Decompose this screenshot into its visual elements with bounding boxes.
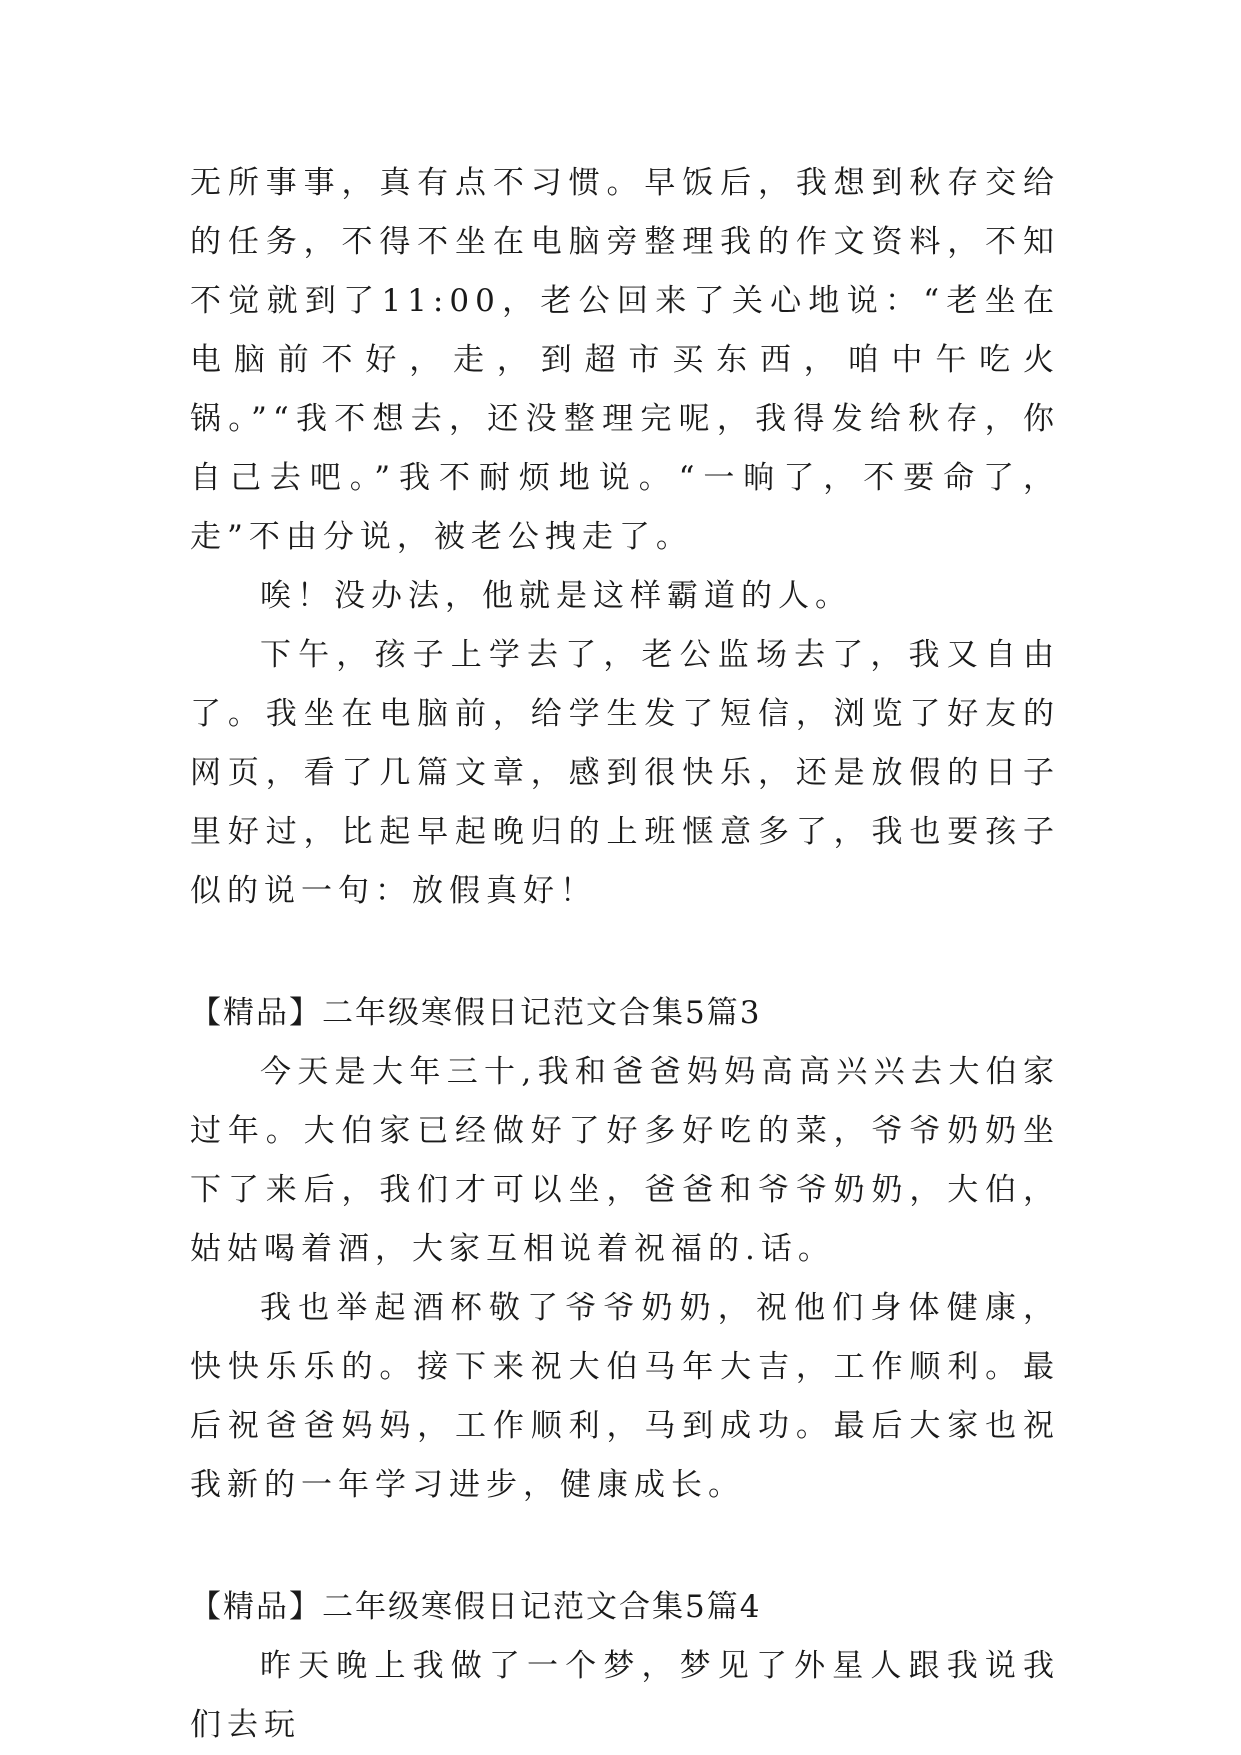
section-3-paragraph-1: 今天是大年三十,我和爸爸妈妈高高兴兴去大伯家过年。大伯家已经做好了好多好吃的菜，爷爷奶奶坐下了来后，我们才可以坐，爸爸和爷爷奶奶，大伯，姑姑喝着酒，大家互相说着祝福的.话。: [190, 1054, 1060, 1267]
section-3-paragraph-2: 我也举起酒杯敬了爷爷奶奶，祝他们身体健康，快快乐乐的。接下来祝大伯马年大吉，工作顺利。最后祝爸爸妈妈，工作顺利，马到成功。最后大家也祝我新的一年学习进步，健康成长。: [190, 1290, 1060, 1503]
paragraph-afternoon: 下午，孩子上学去了，老公监场去了，我又自由了。我坐在电脑前，给学生发了短信，浏览了好友的网页，看了几篇文章，感到很快乐，还是放假的日子里好过，比起早起晚归的上班惬意多了，我也要孩子似的说一句：放假真好！: [190, 637, 1060, 909]
section-heading-3: 【精品】二年级寒假日记范文合集5篇3: [190, 995, 762, 1031]
document-body: [190, 154, 1060, 1755]
section-heading-4: 【精品】二年级寒假日记范文合集5篇4: [190, 1589, 762, 1625]
paragraph-continued: 无所事事，真有点不习惯。早饭后，我想到秋存交给的任务，不得不坐在电脑旁整理我的作文资料，不知不觉就到了11:00，老公回来了关心地说：“老坐在电脑前不好，走，到超市买东西，咱中午吃火锅。”“我不想去，还没整理完呢，我得发给秋存，你自己去吧。”我不耐烦地说。“一晌了，不要命了，走”不由分说，被老公拽走了。: [190, 165, 1060, 555]
section-4-paragraph-1: 昨天晚上我做了一个梦，梦见了外星人跟我说我们去玩: [190, 1648, 1060, 1743]
paragraph-sigh: 唉！没办法，他就是这样霸道的人。: [260, 578, 852, 614]
